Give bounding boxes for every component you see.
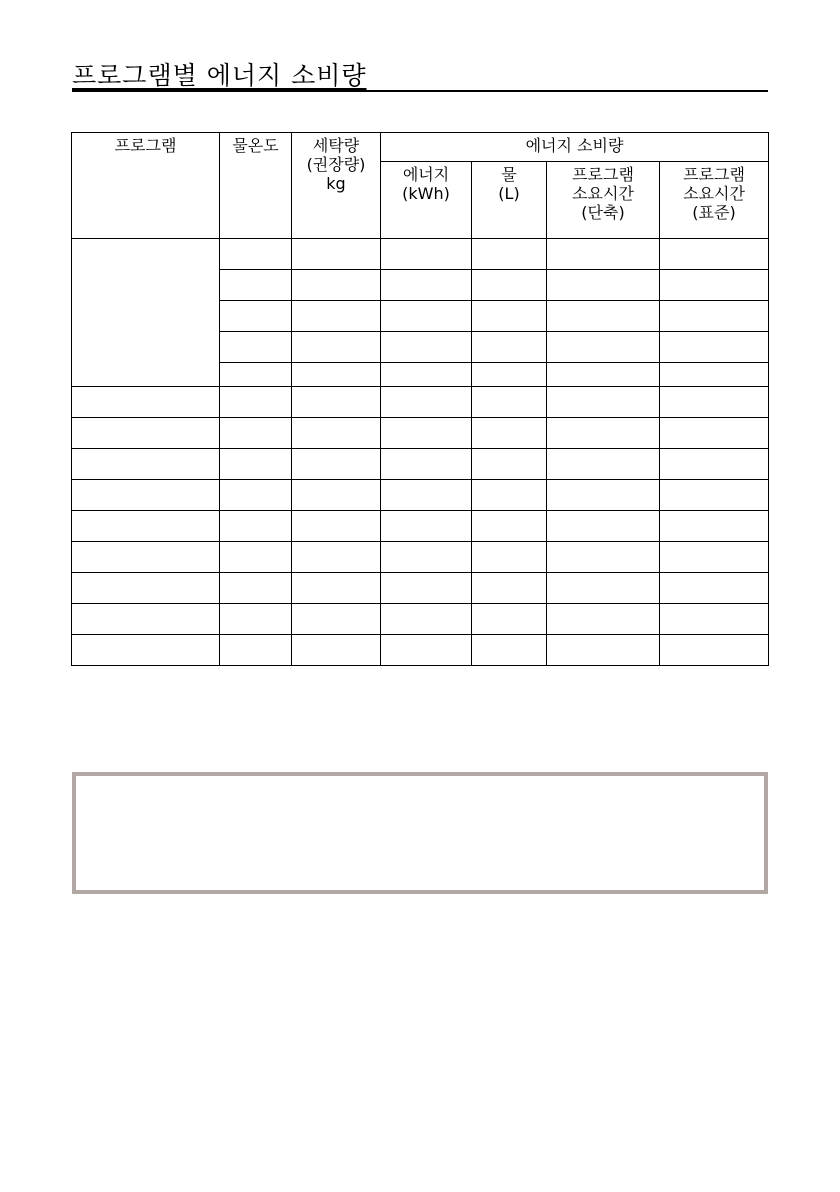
cell-water <box>472 239 547 270</box>
page-footer <box>0 1183 70 1192</box>
cell-load <box>292 301 381 332</box>
cell-time-short <box>547 332 660 363</box>
cell-time-standard <box>660 301 769 332</box>
header-time-short <box>547 162 660 239</box>
cell-water-temp <box>220 542 292 573</box>
cell-time-standard <box>660 270 769 301</box>
cell-water <box>472 573 547 604</box>
cell-energy <box>381 573 472 604</box>
cell-program <box>72 511 220 542</box>
cell-water <box>472 387 547 418</box>
cell-time-standard <box>660 635 769 666</box>
cell-time-standard <box>660 418 769 449</box>
cell-time-standard <box>660 604 769 635</box>
cell-load <box>292 511 381 542</box>
cell-time-short <box>547 301 660 332</box>
cell-load <box>292 363 381 387</box>
table-row <box>72 511 769 542</box>
cell-load <box>292 635 381 666</box>
cell-load <box>292 387 381 418</box>
header-energy-label: 에너지 (kWh) <box>402 165 450 203</box>
cell-time-standard <box>660 449 769 480</box>
table-row <box>72 387 769 418</box>
cell-load <box>292 449 381 480</box>
cell-program <box>72 387 220 418</box>
header-energy <box>381 162 472 239</box>
header-load <box>292 133 381 239</box>
cell-water-temp <box>220 363 292 387</box>
header-energy-group-label: 에너지 소비량 <box>525 136 624 155</box>
cell-program <box>72 449 220 480</box>
cell-program <box>72 604 220 635</box>
header-time-standard-label: 프로그램 소요시간 (표준) <box>683 165 745 222</box>
cell-energy <box>381 332 472 363</box>
cell-load <box>292 604 381 635</box>
cell-time-short <box>547 604 660 635</box>
cell-load <box>292 270 381 301</box>
cell-program <box>72 418 220 449</box>
header-program <box>72 133 220 239</box>
table-row <box>72 604 769 635</box>
cell-water-temp <box>220 480 292 511</box>
cell-time-short <box>547 511 660 542</box>
cell-energy <box>381 301 472 332</box>
cell-energy <box>381 635 472 666</box>
cell-time-standard <box>660 332 769 363</box>
cell-time-short <box>547 542 660 573</box>
header-water-temp-label: 물온도 <box>232 136 279 155</box>
table-row <box>72 542 769 573</box>
cell-time-short <box>547 573 660 604</box>
header-time-standard <box>660 162 769 239</box>
cell-water <box>472 511 547 542</box>
cell-energy <box>381 449 472 480</box>
header-water-label: 물 (L) <box>498 165 520 203</box>
cell-water-temp <box>220 239 292 270</box>
cell-time-standard <box>660 387 769 418</box>
cell-group-program <box>72 239 220 387</box>
cell-time-short <box>547 635 660 666</box>
cell-program <box>72 635 220 666</box>
cell-program <box>72 480 220 511</box>
cell-time-standard <box>660 511 769 542</box>
cell-time-standard <box>660 542 769 573</box>
cell-energy <box>381 239 472 270</box>
cell-water <box>472 449 547 480</box>
cell-water-temp <box>220 387 292 418</box>
cell-energy <box>381 363 472 387</box>
note-box <box>72 772 768 894</box>
cell-energy <box>381 480 472 511</box>
cell-time-short <box>547 387 660 418</box>
cell-energy <box>381 387 472 418</box>
cell-load <box>292 573 381 604</box>
cell-time-standard <box>660 363 769 387</box>
cell-load <box>292 542 381 573</box>
cell-time-short <box>547 418 660 449</box>
cell-water-temp <box>220 635 292 666</box>
cell-time-short <box>547 480 660 511</box>
cell-water-temp <box>220 573 292 604</box>
cell-water-temp <box>220 301 292 332</box>
cell-water-temp <box>220 604 292 635</box>
cell-water <box>472 418 547 449</box>
cell-time-short <box>547 363 660 387</box>
cell-water <box>472 332 547 363</box>
cell-load <box>292 418 381 449</box>
table-row <box>72 573 769 604</box>
cell-time-standard <box>660 239 769 270</box>
page-title: 프로그램별 에너지 소비량 <box>72 61 367 90</box>
table-row <box>72 418 769 449</box>
cell-time-short <box>547 270 660 301</box>
header-load-label: 세탁량 (권장량) kg <box>306 136 366 193</box>
header-water-temp <box>220 133 292 239</box>
cell-energy <box>381 604 472 635</box>
cell-program <box>72 542 220 573</box>
cell-energy <box>381 542 472 573</box>
cell-water <box>472 301 547 332</box>
cell-water <box>472 363 547 387</box>
cell-time-short <box>547 449 660 480</box>
cell-water-temp <box>220 270 292 301</box>
cell-energy <box>381 270 472 301</box>
header-water <box>472 162 547 239</box>
cell-water-temp <box>220 418 292 449</box>
cell-water-temp <box>220 332 292 363</box>
cell-water <box>472 542 547 573</box>
cell-water <box>472 604 547 635</box>
cell-time-standard <box>660 573 769 604</box>
table-row <box>72 449 769 480</box>
cell-time-short <box>547 239 660 270</box>
cell-water <box>472 480 547 511</box>
header-program-label: 프로그램 <box>114 136 177 155</box>
table-row <box>72 480 769 511</box>
header-energy-group <box>381 133 769 162</box>
energy-consumption-table <box>71 132 769 666</box>
cell-water-temp <box>220 511 292 542</box>
cell-load <box>292 332 381 363</box>
cell-energy <box>381 418 472 449</box>
title-rule <box>72 90 768 92</box>
cell-water <box>472 270 547 301</box>
cell-program <box>72 573 220 604</box>
table-row <box>72 635 769 666</box>
cell-load <box>292 480 381 511</box>
cell-load <box>292 239 381 270</box>
cell-time-standard <box>660 480 769 511</box>
cell-water-temp <box>220 449 292 480</box>
table-row <box>72 239 769 270</box>
header-time-short-label: 프로그램 소요시간 (단축) <box>572 165 634 222</box>
cell-energy <box>381 511 472 542</box>
cell-water <box>472 635 547 666</box>
